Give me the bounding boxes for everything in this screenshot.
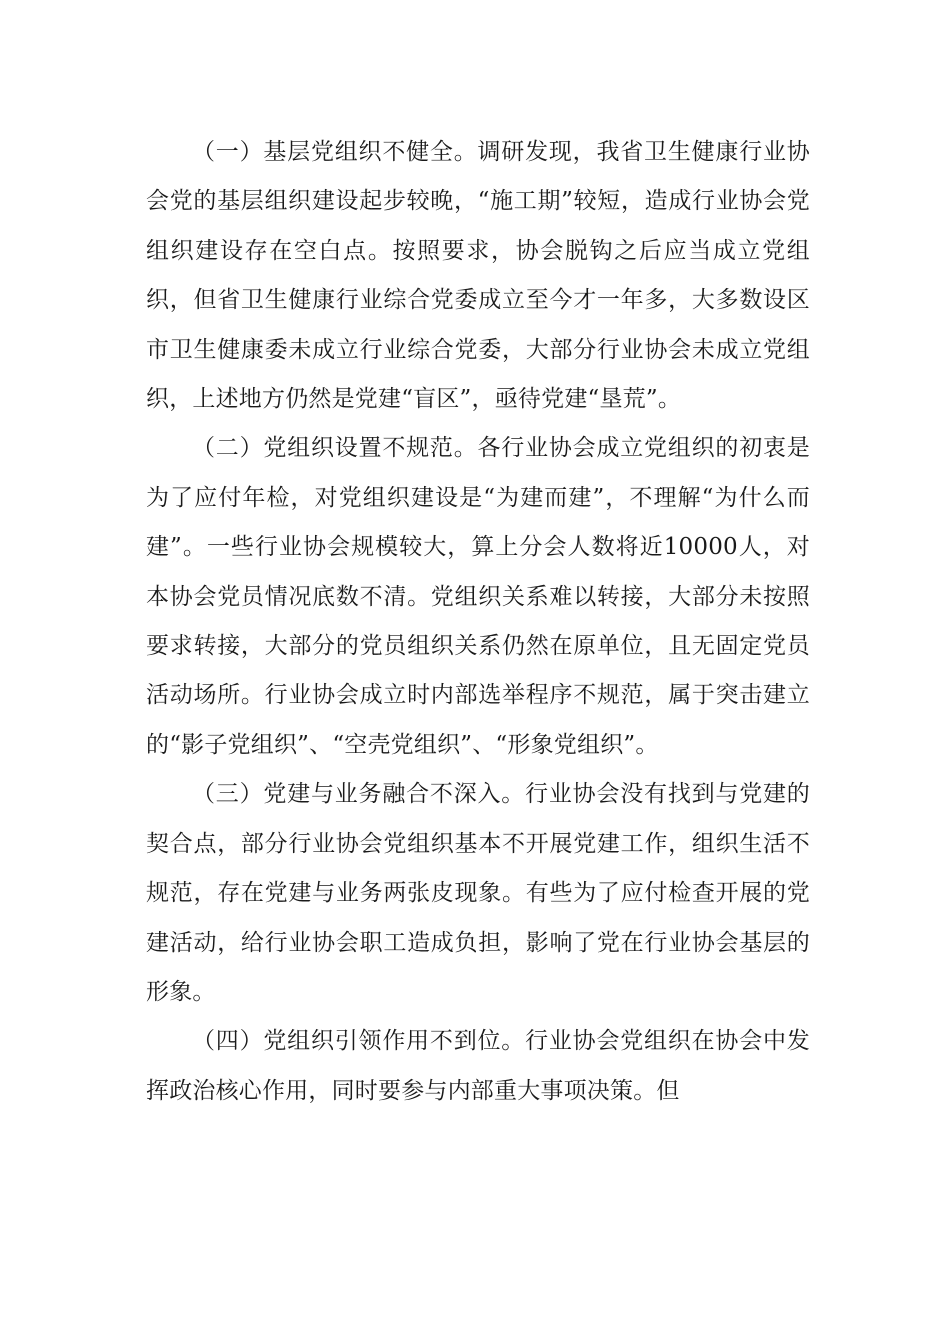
paragraph-basic-organization: （一）基层党组织不健全。调研发现，我省卫生健康行业协会党的基层组织建设起步较晚，“施工期”较短，造成行业协会党组织建设存在空白点。按照要求，协会脱钩之后应当成立党组织，但省卫生健康行业综合党委成立至今才一年多，大多数设区市卫生健康委未成立行业综合党委，大部分行业协会未成立党组织，上述地方仍然是党建“盲区”，亟待党建“垦荒”。 [146,139,810,413]
document-body [146,128,810,1116]
paragraph-organization-setup: （二）党组织设置不规范。各行业协会成立党组织的初衷是为了应付年检，对党组织建设是“为建而建”，不理解“为什么而建”。一些行业协会规模较大，算上分会人数将近10000人，对本协会党员情况底数不清。党组织关系难以转接，大部分未按照要求转接，大部分的党员组织关系仍然在原单位，且无固定党员活动场所。行业协会成立时内部选举程序不规范，属于突击建立的“影子党组织”、“空壳党组织”、“形象党组织”。 [146,435,810,758]
paragraph-party-business-integration: （三）党建与业务融合不深入。行业协会没有找到与党建的契合点，部分行业协会党组织基本不开展党建工作，组织生活不规范，存在党建与业务两张皮现象。有些为了应付检查开展的党建活动，给行业协会职工造成负担，影响了党在行业协会基层的形象。 [146,781,810,1005]
paragraph-leading-role: （四）党组织引领作用不到位。行业协会党组织在协会中发挥政治核心作用，同时要参与内部重大事项决策。但 [146,1028,810,1104]
